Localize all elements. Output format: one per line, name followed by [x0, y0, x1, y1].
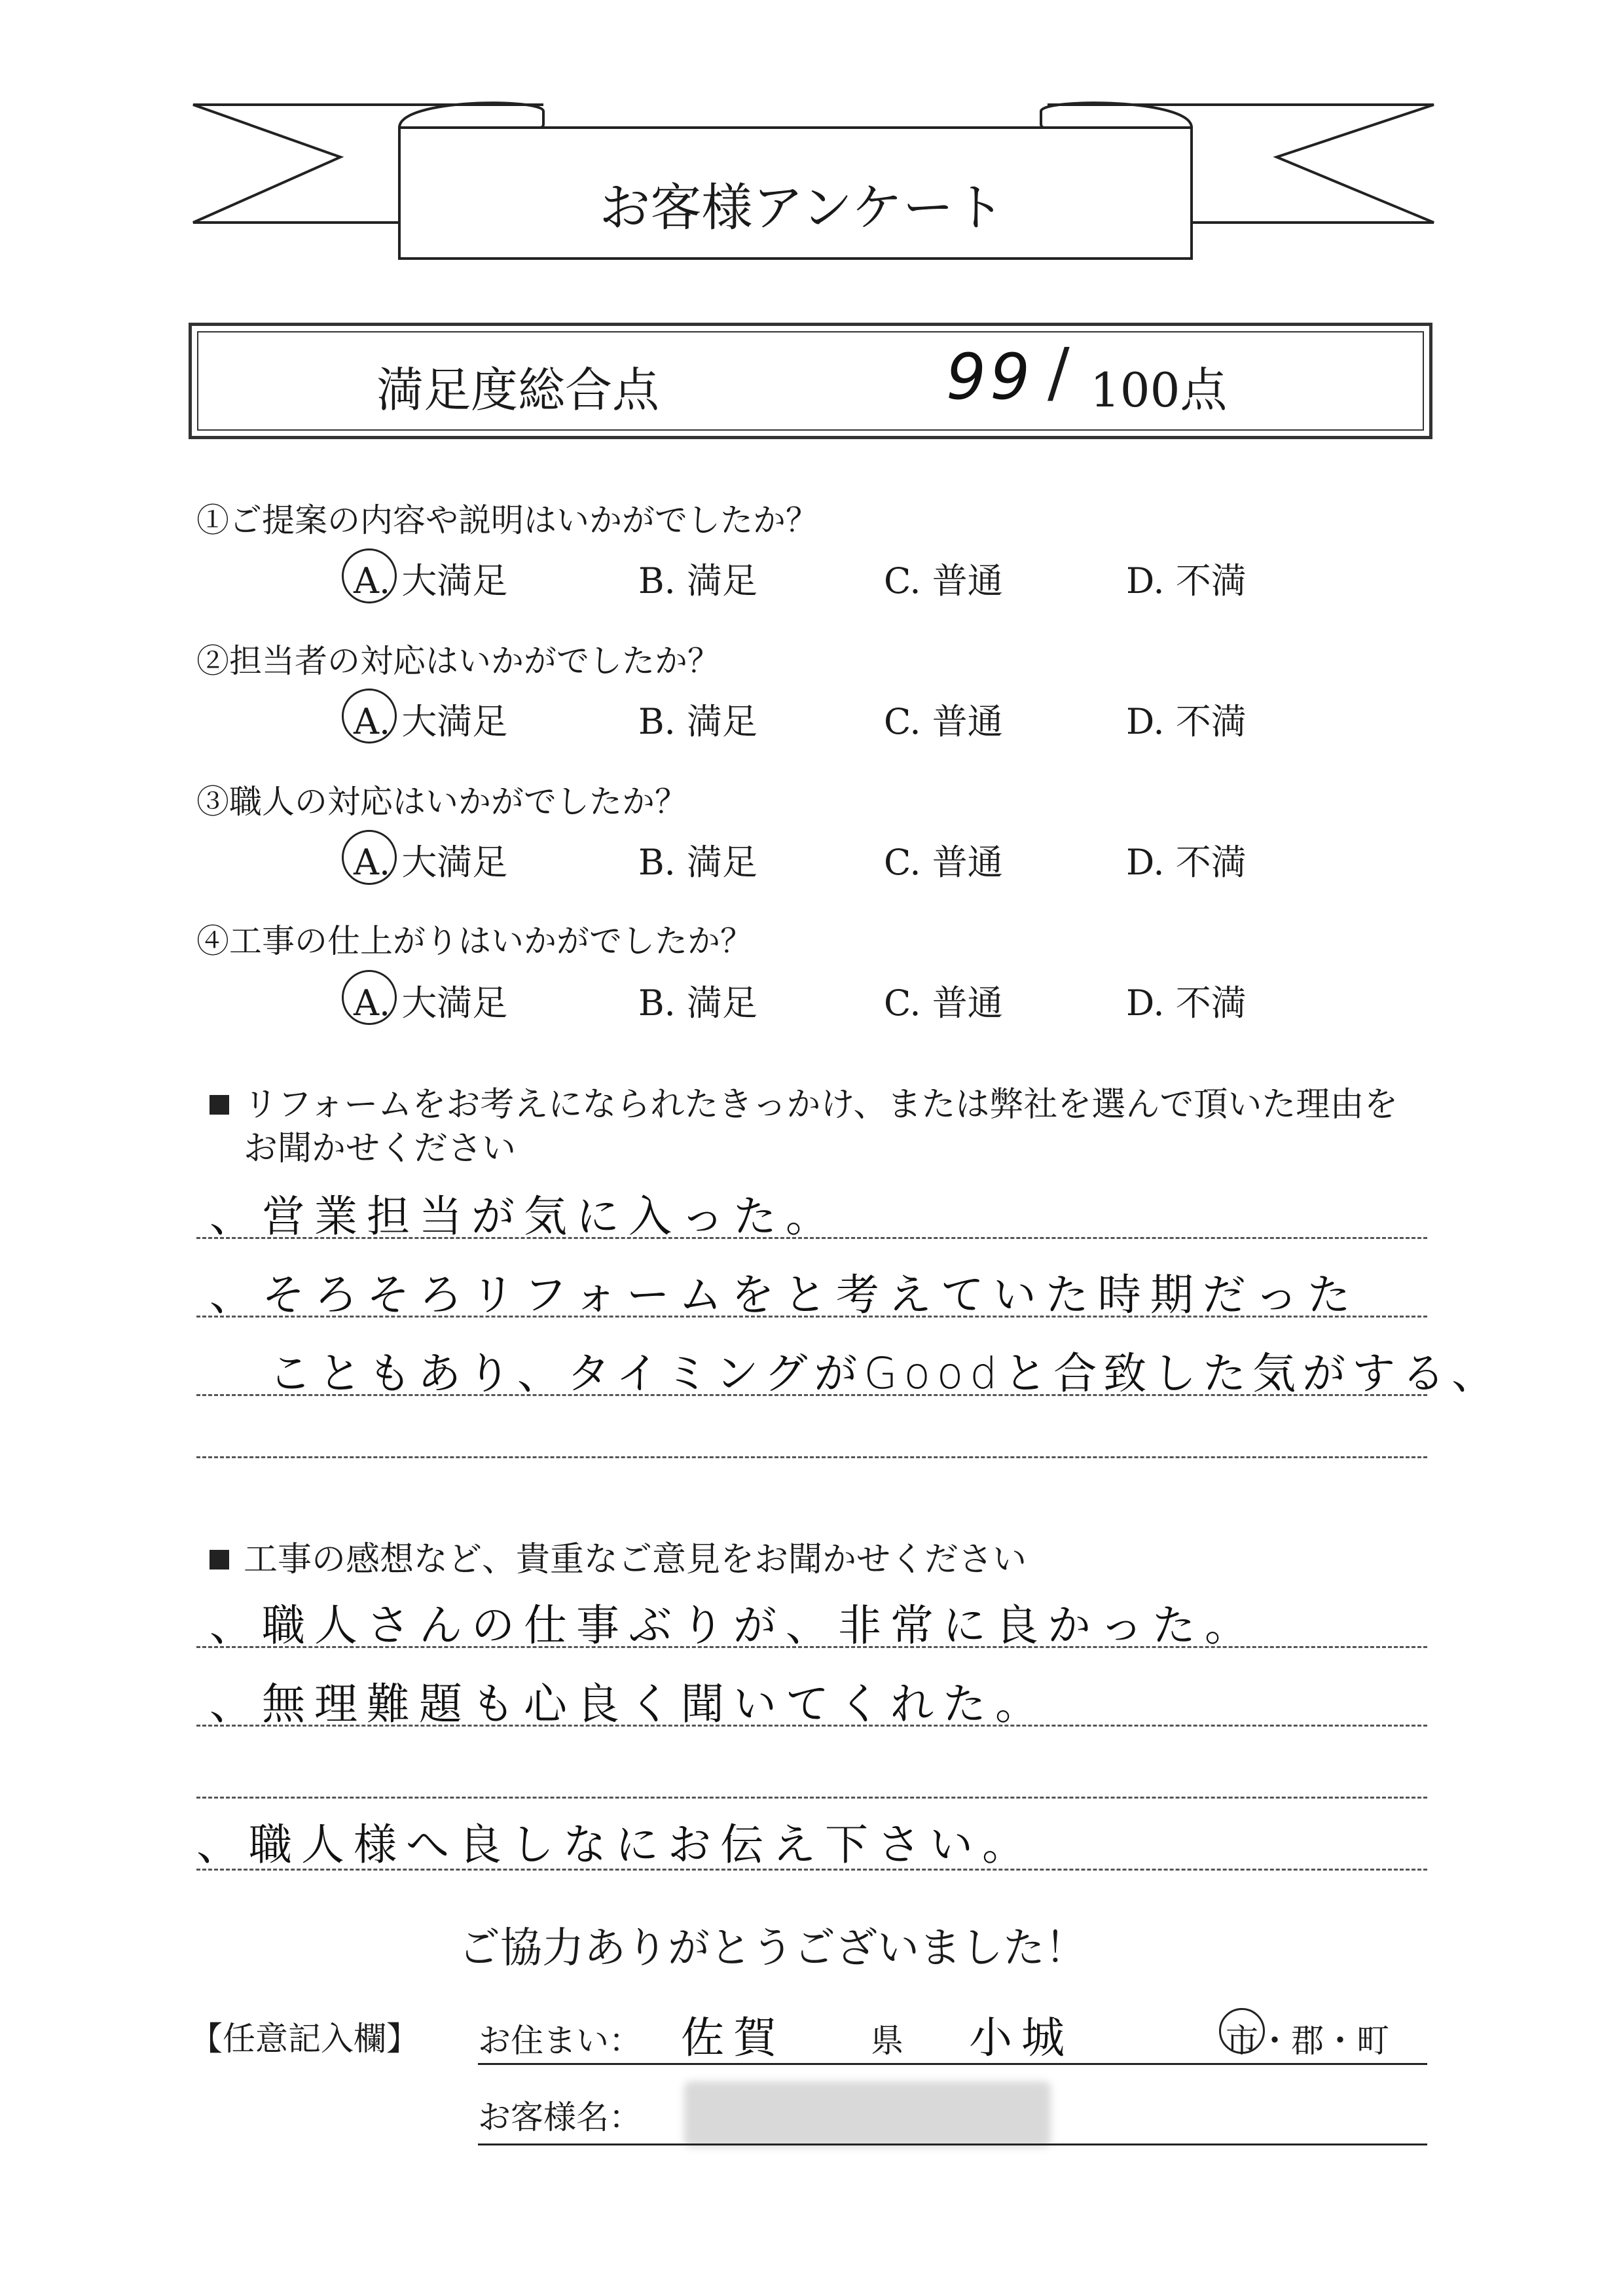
- q2-option-c[interactable]: C. 普通: [884, 701, 1003, 742]
- q3-option-b[interactable]: B. 満足: [638, 842, 758, 883]
- name-redacted-blur: [684, 2081, 1051, 2147]
- address-underline: [478, 2063, 1427, 2065]
- q4-option-d[interactable]: D. 不満: [1126, 982, 1247, 1024]
- section2-answer-3: 、職人様へ良しなにお伝え下さい。: [196, 1820, 1034, 1870]
- section1-answer-3: こともあり、タイミングがGoodと合致した気がする、: [268, 1348, 1502, 1399]
- score-separator: /: [1048, 334, 1070, 410]
- question-1: ①ご提案の内容や説明はいかがでしたか？: [196, 501, 818, 539]
- section2-heading-text: 工事の感想など、貴重なご意見をお聞かせください: [244, 1540, 1027, 1579]
- name-underline: [478, 2144, 1427, 2145]
- q3-option-a[interactable]: A. 大満足: [354, 842, 508, 883]
- answer-line: [196, 1316, 1427, 1318]
- page-title: お客様アンケート: [599, 179, 1005, 238]
- answer-line: [196, 1237, 1427, 1239]
- city-suffixes: 市・郡・町: [1226, 2022, 1389, 2060]
- question-3: ③職人の対応はいかがでしたか？: [196, 783, 687, 821]
- answer-line: [196, 1725, 1427, 1727]
- q1-option-b[interactable]: B. 満足: [638, 560, 758, 601]
- prefecture-value[interactable]: 佐賀: [681, 2013, 786, 2063]
- q4-option-a[interactable]: A. 大満足: [354, 982, 508, 1024]
- q2-option-b[interactable]: B. 満足: [638, 701, 758, 742]
- bullet-square-icon: [210, 1095, 229, 1115]
- city-value[interactable]: 小城: [969, 2013, 1074, 2063]
- prefecture-suffix: 県: [871, 2022, 903, 2060]
- score-label: 満足度総合点: [376, 363, 660, 418]
- q1-option-d[interactable]: D. 不満: [1126, 560, 1247, 601]
- q4-option-c[interactable]: C. 普通: [884, 982, 1003, 1024]
- section2-heading: [210, 1532, 1027, 1581]
- section1-heading-line1: リフォームをお考えになられたきっかけ、または弊社を選んで頂いた理由を: [244, 1085, 1398, 1124]
- bullet-square-icon: [210, 1550, 229, 1570]
- thanks-message: ご協力ありがとうございました！: [458, 1924, 1087, 1973]
- score-value: 99: [946, 340, 1034, 414]
- q1-option-a[interactable]: A. 大満足: [354, 560, 508, 601]
- answer-line: [196, 1797, 1427, 1799]
- section1-answer-2: 、そろそろリフォームをと考えていた時期だった: [210, 1270, 1360, 1320]
- answer-line: [196, 1394, 1427, 1396]
- name-label: お客様名：: [478, 2098, 642, 2136]
- q4-option-b[interactable]: B. 満足: [638, 982, 758, 1024]
- section2-answer-2: 、無理難題も心良く聞いてくれた。: [210, 1679, 1048, 1729]
- question-4: ④工事の仕上がりはいかがでしたか？: [196, 922, 753, 960]
- optional-label: 【任意記入欄】: [190, 2020, 419, 2058]
- score-box: [189, 323, 1432, 439]
- answer-line: [196, 1646, 1427, 1648]
- address-label: お住まい：: [478, 2022, 642, 2060]
- answer-line: [196, 1869, 1427, 1871]
- q3-option-d[interactable]: D. 不満: [1126, 842, 1247, 883]
- score-max: 100点: [1090, 363, 1228, 418]
- q2-option-a[interactable]: A. 大満足: [354, 701, 508, 742]
- q1-option-c[interactable]: C. 普通: [884, 560, 1003, 601]
- question-2: ②担当者の対応はいかがでしたか？: [196, 642, 720, 680]
- answer-line: [196, 1456, 1427, 1458]
- q3-option-c[interactable]: C. 普通: [884, 842, 1003, 883]
- section1-heading-line2: お聞かせください: [244, 1129, 517, 1168]
- section2-answer-1: 、職人さんの仕事ぶりが、非常に良かった。: [210, 1600, 1257, 1651]
- section1-heading: [210, 1077, 1398, 1126]
- section1-answer-1: 、営業担当が気に入った。: [210, 1191, 838, 1242]
- q2-option-d[interactable]: D. 不満: [1126, 701, 1247, 742]
